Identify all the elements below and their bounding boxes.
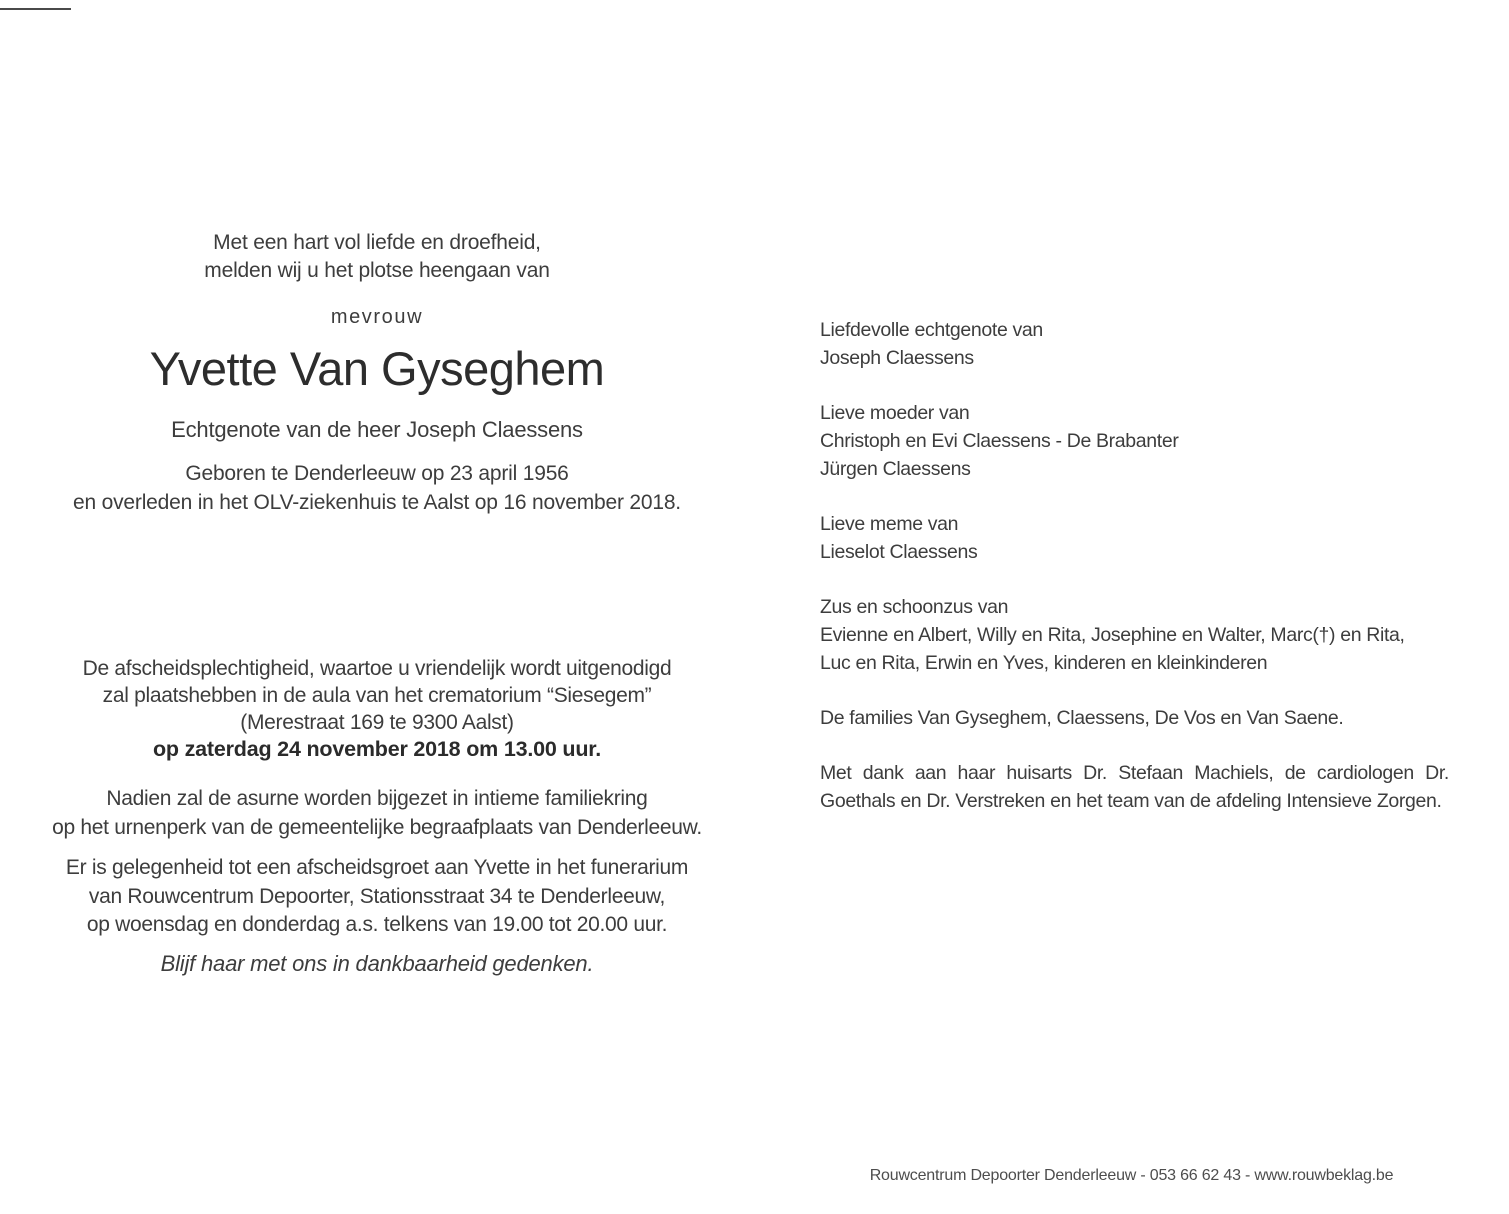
family-group-line: De families Van Gyseghem, Claessens, De Vos en Van Saene.	[820, 707, 1344, 729]
family-group-families	[820, 704, 1449, 732]
closing-line: Blijf haar met ons in dankbaarheid gedenken.	[160, 951, 594, 976]
right-page	[754, 0, 1509, 1214]
section-divider	[0, 8, 71, 10]
spouse-line: Echtgenote van de heer Joseph Claessens	[171, 417, 583, 442]
ceremony-line: De afscheidsplechtigheid, waartoe u vriendelijk wordt uitgenodigd	[82, 657, 672, 680]
deceased-name: Yvette Van Gyseghem	[149, 342, 605, 395]
family-group-line: Zus en schoonzus van	[820, 596, 1009, 618]
farewell-line: op woensdag en donderdag a.s. telkens van 19.00 tot 20.00 uur.	[86, 913, 668, 936]
farewell-line: van Rouwcentrum Depoorter, Stationsstraat 34 te Denderleeuw,	[88, 884, 666, 908]
family-group-line: Joseph Claessens	[820, 347, 974, 369]
family-group-children	[820, 399, 1449, 483]
intro-line: Met een hart vol liefde en droefheid,	[213, 231, 541, 254]
family-group-line: Jürgen Claessens	[820, 458, 971, 480]
ceremony-paragraph	[0, 655, 754, 763]
farewell-paragraph	[0, 854, 754, 940]
family-group-line: Lieve meme van	[820, 513, 959, 535]
thanks-paragraph	[820, 759, 1449, 815]
intro-paragraph	[0, 229, 754, 284]
family-group-line: Christoph en Evi Claessens - De Brabanter	[820, 430, 1179, 452]
ceremony-line: zal plaatshebben in de aula van het crematorium “Siesegem”	[102, 684, 652, 707]
birth-death-paragraph	[0, 460, 754, 517]
family-group-line: Lieselot Claessens	[820, 541, 978, 563]
family-group-grandchild	[820, 510, 1449, 566]
interment-paragraph	[0, 785, 754, 842]
family-group-line: Liefdevolle echtgenote van	[820, 319, 1043, 341]
family-group-line: Lieve moeder van	[820, 402, 970, 424]
family-group-spouse	[820, 316, 1449, 372]
thanks-line: Goethals en Dr. Verstreken en het team van de afdeling Intensieve Zorgen.	[820, 790, 1442, 812]
interment-line: Nadien zal de asurne worden bijgezet in intieme familiekring	[106, 787, 648, 810]
ceremony-datetime: op zaterdag 24 november 2018 om 13.00 uur.	[152, 737, 602, 761]
ceremony-line: (Merestraat 169 te 9300 Aalst)	[240, 711, 514, 734]
left-page	[0, 0, 754, 1214]
funeral-home-footer: Rouwcentrum Depoorter Denderleeuw - 053 66 62 43 - www.rouwbeklag.be	[869, 1167, 1394, 1184]
family-group-line: Evienne en Albert, Willy en Rita, Josephine en Walter, Marc(†) en Rita,	[820, 624, 1405, 646]
thanks-line: Met dank aan haar huisarts Dr. Stefaan Machiels, de cardiologen Dr.	[820, 762, 1449, 784]
salutation: mevrouw	[330, 306, 424, 328]
interment-line: op het urnenperk van de gemeentelijke begraafplaats van Denderleeuw.	[52, 815, 702, 839]
family-group-siblings	[820, 593, 1449, 677]
family-group-line: Luc en Rita, Erwin en Yves, kinderen en kleinkinderen	[820, 652, 1268, 674]
intro-line: melden wij u het plotse heengaan van	[204, 258, 550, 282]
death-line: en overleden in het OLV-ziekenhuis te Aalst op 16 november 2018.	[73, 490, 681, 514]
birth-line: Geboren te Denderleeuw op 23 april 1956	[185, 462, 569, 485]
farewell-line: Er is gelegenheid tot een afscheidsgroet aan Yvette in het funerarium	[65, 856, 689, 879]
